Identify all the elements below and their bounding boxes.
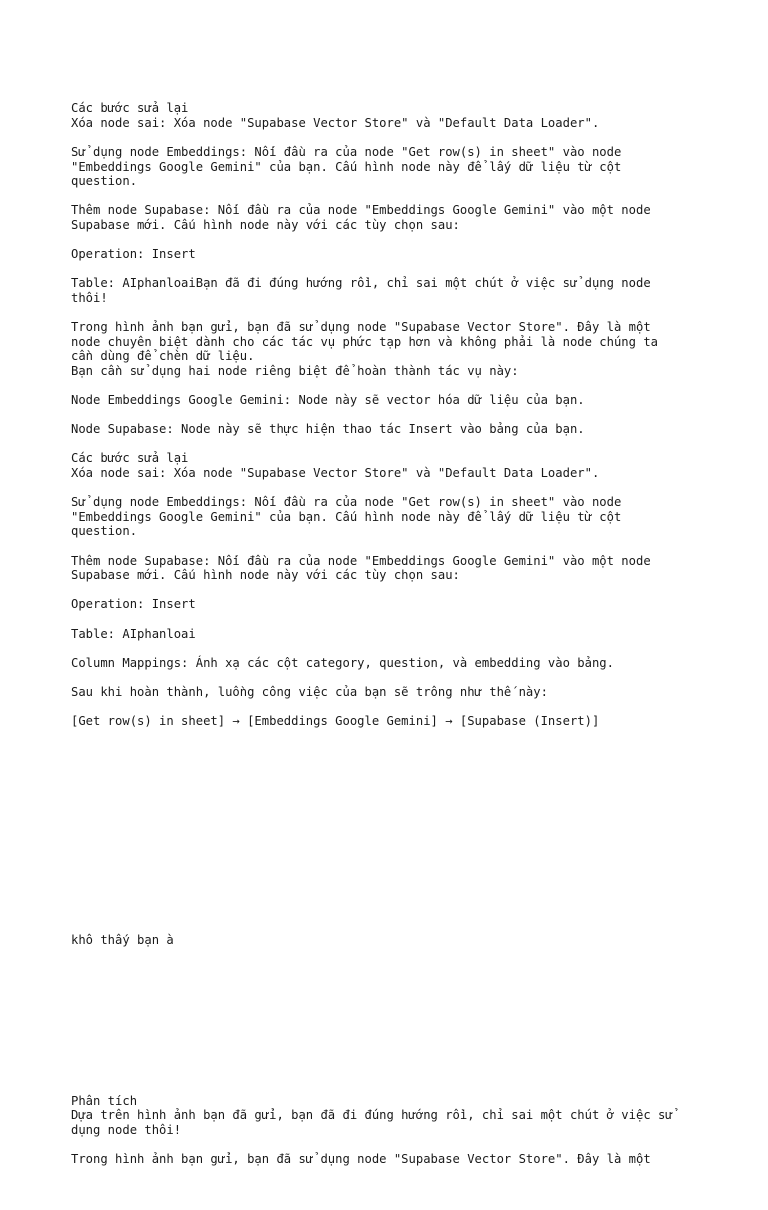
text-line: Các bước sửa lại — [71, 451, 189, 466]
text-line: Supabase mới. Cấu hình node này với các tùy chọn sau: — [71, 568, 460, 583]
text-line: Supabase mới. Cấu hình node này với các tùy chọn sau: — [71, 217, 460, 232]
text-line: Node Supabase: Node này sẽ thực hiện thao tác Insert vào bảng của bạn. — [71, 422, 585, 437]
text-line: cần dùng để chèn dữ liệu. — [71, 349, 255, 364]
text-line: Phân tích — [71, 1093, 138, 1108]
text-line: Column Mappings: Ánh xạ các cột category, question, và embedding vào bảng. — [71, 655, 614, 670]
text-line: Trong hình ảnh bạn gửi, bạn đã sử dụng node "Supabase Vector Store". Đây là một — [71, 1152, 651, 1166]
text-line: Sau khi hoàn thành, luồng công việc của bạn sẽ trông như thế này: — [71, 684, 548, 699]
text-line: Operation: Insert — [71, 597, 196, 612]
paragraph — [71, 627, 711, 642]
blank-space — [71, 773, 711, 875]
text-line: Thêm node Supabase: Nối đầu ra của node "Embeddings Google Gemini" vào một node — [71, 553, 651, 568]
paragraph — [71, 685, 711, 700]
paragraph — [71, 554, 711, 583]
paragraph — [71, 247, 711, 262]
text-line: Trong hình ảnh bạn gửi, bạn đã sử dụng node "Supabase Vector Store". Đây là một — [71, 320, 651, 335]
text-line: Operation: Insert — [71, 247, 196, 262]
text-line: Xóa node sai: Xóa node "Supabase Vector Store" và "Default Data Loader". — [71, 115, 600, 130]
paragraph — [71, 422, 711, 437]
blank-space — [71, 1020, 711, 1064]
paragraph — [71, 145, 711, 189]
text-line: Table: AIphanloaiBạn đã đi đúng hướng rồi, chỉ sai một chút ở việc sử dụng node — [71, 276, 651, 291]
paragraph — [71, 1152, 711, 1167]
paragraph — [71, 656, 711, 671]
paragraph — [71, 451, 711, 480]
text-line: Table: AIphanloai — [71, 626, 196, 641]
text-line: question. — [71, 174, 138, 189]
response-section-2 — [71, 1094, 711, 1167]
paragraph — [71, 393, 711, 408]
user-message — [71, 904, 711, 977]
paragraph — [71, 320, 711, 378]
text-line: [Get row(s) in sheet] → [Embeddings Google Gemini] → [Supabase (Insert)] — [71, 714, 600, 729]
paragraph — [71, 276, 711, 305]
paragraph — [71, 1094, 711, 1138]
text-line: Dựa trên hình ảnh bạn đã gửi, bạn đã đi đúng hướng rồi, chỉ sai một chút ở việc sử — [71, 1108, 673, 1123]
text-line: Thêm node Supabase: Nối đầu ra của node "Embeddings Google Gemini" vào một node — [71, 203, 651, 218]
text-line: thôi! — [71, 290, 108, 305]
paragraph — [71, 597, 711, 612]
text-line: "Embeddings Google Gemini" của bạn. Cấu hình node này để lấy dữ liệu từ cột — [71, 509, 622, 524]
text-line: Các bước sửa lại — [71, 101, 189, 116]
text-line: Xóa node sai: Xóa node "Supabase Vector Store" và "Default Data Loader". — [71, 466, 600, 481]
paragraph — [71, 495, 711, 539]
text-line: dụng node thôi! — [71, 1122, 182, 1137]
paragraph — [71, 714, 711, 729]
document-body — [71, 72, 711, 1210]
response-section-1 — [71, 101, 711, 729]
text-line: Bạn cần sử dụng hai node riêng biệt để hoàn thành tác vụ này: — [71, 363, 519, 378]
text-line: Sử dụng node Embeddings: Nối đầu ra của node "Get row(s) in sheet" vào node — [71, 144, 622, 159]
text-line: Node Embeddings Google Gemini: Node này sẽ vector hóa dữ liệu của bạn. — [71, 393, 585, 408]
paragraph — [71, 203, 711, 232]
text-line: Sử dụng node Embeddings: Nối đầu ra của node "Get row(s) in sheet" vào node — [71, 495, 622, 510]
text-line: node chuyên biệt dành cho các tác vụ phức tạp hơn và không phải là node chúng ta — [71, 334, 658, 349]
text-line: khô thấy bạn à — [71, 932, 174, 947]
paragraph — [71, 101, 711, 130]
text-line: question. — [71, 524, 138, 539]
text-line: "Embeddings Google Gemini" của bạn. Cấu hình node này để lấy dữ liệu từ cột — [71, 159, 622, 174]
